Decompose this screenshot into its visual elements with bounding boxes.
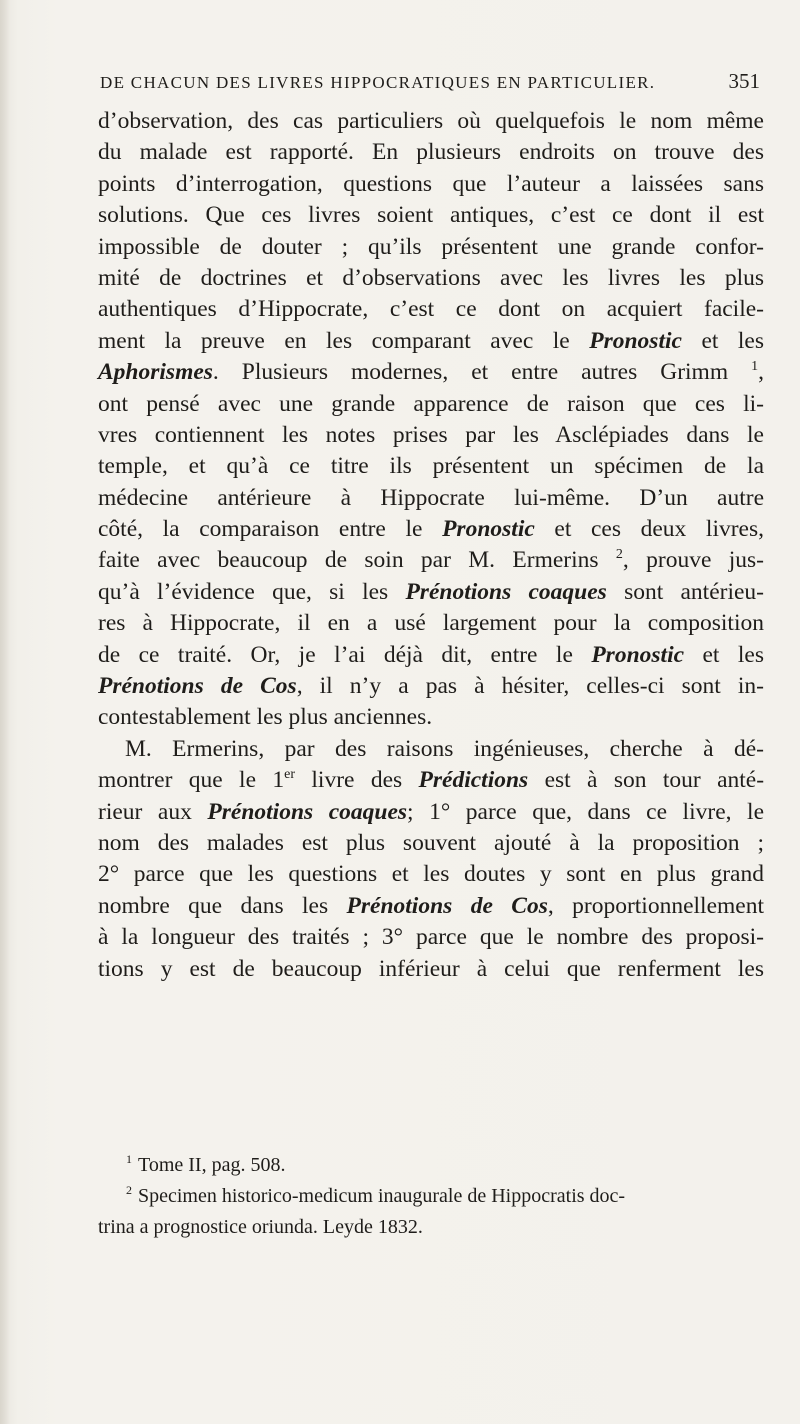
text-line — [98, 357, 764, 388]
text-line: médecine antérieure à Hippocrate lui-même. D’un autre — [98, 484, 764, 511]
text-run: et les — [702, 641, 764, 668]
text-line — [98, 545, 764, 576]
text-run: et les — [701, 327, 764, 354]
text-line: temple, et qu’à ce titre ils présentent un spécimen de la — [98, 453, 764, 480]
text-line — [98, 765, 764, 796]
text-run: rieur aux — [98, 798, 192, 825]
running-head — [100, 69, 760, 93]
text-line: impossible de douter ; qu’ils présentent une grande confor- — [98, 233, 764, 260]
body-text — [98, 106, 764, 985]
text-run: sont antérieu- — [624, 578, 764, 605]
text-run: qu’à l’évidence que, si les — [98, 578, 389, 605]
text-run: , proportionnellement — [547, 892, 764, 919]
text-run: est à son tour anté- — [544, 767, 765, 794]
text-run: ; 1° parce que, dans ce livre, le — [407, 798, 764, 825]
text-line — [98, 514, 764, 545]
text-line: d’observation, des cas particuliers où quelquefois le nom même — [98, 108, 764, 134]
footnote-ref-2[interactable]: 2 — [615, 547, 623, 563]
footnote-text: Tome II, pag. 508. — [138, 1154, 286, 1176]
text-run: montrer que le 1 — [98, 767, 285, 794]
text-line — [98, 671, 764, 702]
text-line: points d’interrogation, questions que l’auteur a laissées sans — [98, 170, 764, 197]
footnote-2 — [98, 1181, 764, 1212]
title-prenotions-de-cos: Prénotions de Cos — [346, 892, 548, 919]
title-prenotions-coaques: Prénotions coaques — [405, 578, 607, 605]
text-run: , — [758, 359, 764, 386]
text-line — [98, 891, 764, 922]
text-run: , prouve jus- — [622, 547, 765, 574]
footnote-ref-1[interactable]: 1 — [751, 359, 759, 375]
paragraph-2 — [98, 734, 764, 985]
text-run: , il n’y a pas à hésiter, celles-ci sont in- — [296, 673, 764, 700]
footnote-1 — [98, 1150, 764, 1181]
text-run: . Plusieurs modernes, et entre autres Grimm — [212, 359, 729, 386]
text-line: vres contiennent les notes prises par les Asclépiades dans le — [98, 421, 764, 448]
paragraph-1 — [98, 106, 764, 734]
footnote-2-continued: trina a prognostice oriunda. Leyde 1832. — [98, 1216, 423, 1238]
text-line — [98, 640, 764, 671]
text-line — [98, 577, 764, 608]
text-run: de ce traité. Or, je l’ai déjà dit, entre le — [98, 641, 573, 668]
footnote-mark: 1 — [126, 1152, 132, 1166]
text-run: nombre que dans les — [98, 892, 329, 919]
text-line: M. Ermerins, par des raisons ingénieuses, cherche à dé- — [125, 735, 764, 762]
superscript-er: er — [284, 767, 296, 783]
text-run: et ces deux livres, — [554, 516, 765, 543]
page-number: 351 — [728, 69, 760, 93]
text-run: côté, la comparaison entre le — [98, 516, 423, 543]
text-run: livre des — [311, 767, 403, 794]
running-head-title: DE CHACUN DES LIVRES HIPPOCRATIQUES EN PARTICULIER. — [100, 73, 656, 92]
title-aphorismes: Aphorismes — [98, 359, 213, 386]
title-pronostic: Pronostic — [589, 327, 682, 354]
title-pronostic: Pronostic — [591, 641, 685, 668]
text-line — [98, 326, 764, 357]
footnotes — [98, 1150, 764, 1243]
text-run: faite avec beaucoup de soin par M. Ermerins — [98, 547, 599, 574]
text-line: authentiques d’Hippocrate, c’est ce dont on acquiert facile- — [98, 296, 764, 323]
text-line: contestablement les plus anciennes. — [98, 704, 433, 731]
footnote-text: Specimen historico-medicum inaugurale de Hippocratis doc- — [138, 1185, 626, 1207]
text-line: à la longueur des traités ; 3° parce que le nombre des proposi- — [98, 924, 764, 951]
title-prenotions-coaques: Prénotions coaques — [207, 798, 408, 825]
text-line: solutions. Que ces livres soient antiques, c’est ce dont il est — [98, 202, 764, 229]
page-binding-shadow — [0, 0, 10, 1424]
text-run: ment la preuve en les comparant avec le — [98, 327, 570, 354]
text-line — [98, 797, 764, 828]
title-prenotions-de-cos: Prénotions de Cos — [98, 673, 297, 700]
title-pronostic: Pronostic — [442, 516, 535, 543]
text-line: ont pensé avec une grande apparence de raison que ces li- — [98, 390, 764, 417]
text-line: res à Hippocrate, il en a usé largement pour la composition — [98, 610, 764, 637]
text-line: nom des malades est plus souvent ajouté à la proposition ; — [98, 829, 764, 856]
text-line: mité de doctrines et d’observations avec les livres les plus — [98, 264, 764, 291]
title-predictions: Prédictions — [418, 767, 529, 794]
text-line: tions y est de beaucoup inférieur à celui que renferment les — [98, 955, 764, 982]
text-line: du malade est rapporté. En plusieurs endroits on trouve des — [98, 139, 764, 166]
footnote-mark: 2 — [126, 1183, 132, 1197]
text-line: 2° parce que les questions et les doutes y sont en plus grand — [98, 861, 764, 888]
